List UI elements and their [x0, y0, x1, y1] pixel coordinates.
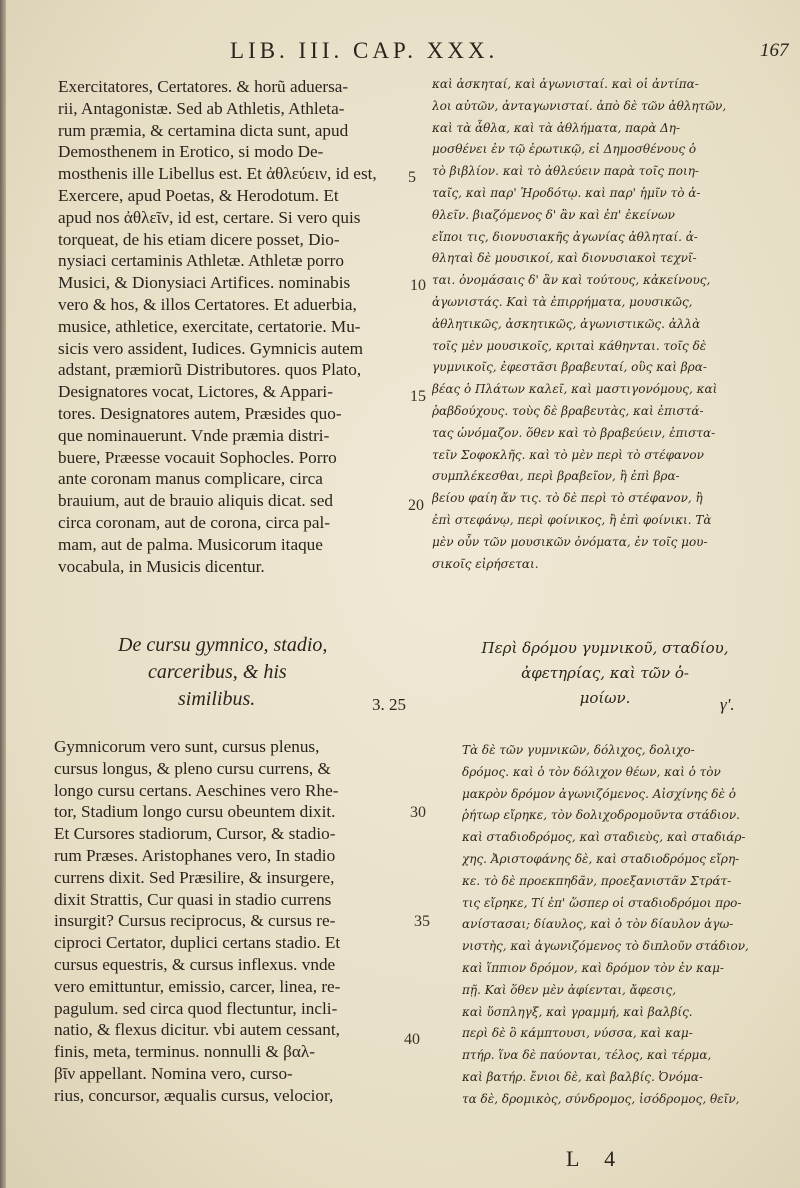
section-number-greek: γ'.: [720, 695, 735, 714]
line-number-15: 15: [410, 388, 426, 405]
latin-text-line: mosthenis ille Libellus est. Et ἀθλεύειν, id est,: [58, 164, 377, 184]
section-heading-latin: [118, 632, 408, 713]
line-number-20: 20: [408, 497, 424, 514]
latin-text-line: vero & hos, & illos Certatores. Et aduerbia,: [58, 294, 357, 314]
heading-greek-line-3: μοίων.: [579, 689, 631, 707]
greek-text-line: μακρὸν δρόμον ἀγωνιζόμενος. Αἰσχίνης δὲ ὁ: [462, 786, 736, 801]
greek-text-line: κε. τὸ δὲ προεκπηδᾶν, προεξανιστᾶν Στράτ-: [462, 873, 732, 888]
latin-text-line: cursus equestris, & cursus inflexus. vnde: [54, 954, 336, 974]
latin-text-line: ciproci Certator, duplici certans stadio. Et: [54, 933, 341, 953]
heading-greek-line-2: ἀφετηρίας, καὶ τῶν ὁ-: [521, 664, 689, 682]
latin-column-bottom: [54, 736, 406, 1107]
latin-text-line: natio, & flexus dicitur. vbi autem cessant,: [54, 1020, 340, 1040]
latin-text-line: vocabula, in Musicis dicentur.: [58, 556, 265, 576]
latin-text-line: Demosthenem in Erotico, si modo De-: [58, 142, 324, 162]
latin-text-line: mam, aut de palma. Musicorum itaque: [58, 534, 323, 554]
latin-text-line: rii, Antagonistæ. Sed ab Athletis, Athleta-: [58, 98, 345, 118]
latin-text-line: vero emittuntur, emissio, carcer, linea, re-: [54, 976, 341, 996]
greek-text-line: μοσθένει ἐν τῷ ἐρωτικῷ, εἰ Δημοσθένους ὁ: [432, 142, 697, 157]
greek-text-line: ταῖς, καὶ παρ' Ἡροδότῳ. καὶ παρ' ἡμῖν τὸ ἀ-: [432, 185, 701, 200]
page-number: 167: [760, 40, 789, 61]
latin-text-line: nysiaci certaminis Athletæ. Athletæ porro: [58, 251, 344, 271]
latin-text-line: rum præmia, & certamina dicta sunt, apud: [58, 120, 349, 140]
heading-greek-line-1: Περὶ δρόμου γυμνικοῦ, σταδίου,: [481, 639, 729, 657]
greek-text-line: Τὰ δὲ τῶν γυμνικῶν, δόλιχος, δολιχο-: [462, 743, 695, 757]
latin-text-line: rius, concursor, æqualis cursus, velocior,: [54, 1085, 334, 1105]
greek-text-line: θλεῖν. βιαζόμενος δ' ἂν καὶ ἐπ' ἐκείνων: [432, 207, 675, 222]
latin-text-line: Designatores vocat, Lictores, & Appari-: [58, 382, 333, 402]
greek-text-line: περὶ δὲ ὃ κάμπτουσι, νύσσα, καὶ καμ-: [462, 1026, 693, 1041]
latin-column-top: [58, 76, 410, 577]
latin-text-line: cursus longus, & pleno cursu currens, &: [54, 758, 331, 778]
latin-text-line: tor, Stadium longo cursu obeuntem dixit.: [54, 802, 336, 822]
latin-text-line: finis, meta, terminus. nonnulli & βαλ-: [54, 1042, 315, 1062]
latin-text-line: ante coronam manus complicare, circa: [58, 469, 323, 489]
line-number-5: 5: [408, 169, 416, 186]
greek-text-line: συμπλέκεσθαι, περὶ βραβεῖον, ἢ ἐπὶ βρα-: [432, 469, 680, 484]
latin-text-line: insurgit? Cursus reciprocus, & cursus re-: [54, 911, 336, 931]
running-head: LIB. III. CAP. XXX.: [230, 38, 499, 63]
greek-text-line: τὸ βιβλίον. καὶ τὸ ἀθλεύειν παρὰ τοῖς ποιη-: [432, 164, 699, 179]
latin-text-line: Musici, & Dionysiaci Artifices. nominabis: [58, 273, 351, 293]
latin-text-line: buere, Præesse vocauit Sophocles. Porro: [58, 447, 337, 467]
latin-text-line: Et Cursores stadiorum, Cursor, & stadio-: [54, 824, 336, 844]
latin-text-line: Exercere, apud Poetas, & Herodotum. Et: [58, 185, 339, 205]
greek-text-line: ἀγωνιστάς. Καὶ τὰ ἐπιρρήματα, μουσικῶς,: [432, 294, 693, 309]
greek-text-line: τας ὠνόμαζον. ὅθεν καὶ τὸ βραβεύειν, ἐπιστα-: [432, 425, 716, 440]
latin-text-line: circa coronam, aut de corona, circa pal-: [58, 512, 330, 532]
greek-text-line: δρόμος. καὶ ὁ τὸν δόλιχον θέων, καὶ ὁ τὸν: [462, 764, 721, 779]
greek-text-line: ανίστασαι; δίαυλος, καὶ ὁ τὸν δίαυλον ἀγω-: [462, 917, 734, 932]
greek-text-line: λοι αὐτῶν, ἀνταγωνισταί. ἀπὸ δὲ τῶν ἀθλητῶν,: [432, 98, 727, 113]
latin-text-line: longo cursu certans. Aeschines vero Rhe-: [54, 780, 339, 800]
line-number-30: 30: [410, 804, 426, 821]
latin-text-line: tores. Designatores autem, Præsides quo-: [58, 403, 342, 423]
latin-text-line: βῖν appellant. Nomina vero, curso-: [54, 1063, 293, 1083]
greek-text-line: γυμνικοῖς, ἐφεστᾶσι βραβευταί, οὓς καὶ βρα-: [432, 360, 707, 375]
section-number-latin: 3. 25: [372, 695, 406, 714]
greek-text-line: βείου φαίη ἄν τις. τὸ δὲ περὶ τὸ στέφανον, ἢ: [432, 491, 703, 506]
latin-text-line: que nominauerunt. Vnde præmia distri-: [58, 425, 330, 445]
greek-column-bottom: [462, 740, 762, 1111]
greek-text-line: καὶ ὕσπληγξ, καὶ γραμμή, καὶ βαλβίς.: [462, 1004, 693, 1019]
line-number-10: 10: [410, 277, 426, 294]
latin-text-line: apud nos ἀθλεῖν, id est, certare. Si vero quis: [58, 207, 361, 227]
latin-text-line: brauium, aut de brauio aliquis dicat. sed: [58, 491, 333, 511]
greek-text-line: τα δὲ, δρομικὸς, σύνδρομος, ἰσόδρομος, θεῖν,: [462, 1091, 740, 1106]
greek-text-line: ῥήτωρ εἴρηκε, τὸν δολιχοδρομοῦντα στάδιον.: [462, 808, 740, 823]
greek-text-line: τοῖς μὲν μουσικοῖς, κριταὶ κάθηνται. τοῖς δὲ: [432, 338, 707, 353]
greek-text-line: σικοῖς εἰρήσεται.: [432, 556, 539, 571]
greek-text-line: πτήρ. ἵνα δὲ παύονται, τέλος, καὶ τέρμα,: [462, 1048, 712, 1063]
greek-text-line: τεῖν Σοφοκλῆς. καὶ τὸ μὲν περὶ τὸ στέφανον: [432, 447, 704, 462]
latin-text-line: torqueat, de his etiam dicere posset, Dio-: [58, 229, 340, 249]
latin-text-line: pagulum. sed circa quod flectuntur, incli-: [54, 998, 338, 1018]
latin-text-line: Gymnicorum vero sunt, cursus plenus,: [54, 737, 320, 756]
greek-text-line: νιστὴς, καὶ ἀγωνιζόμενος τὸ διπλοῦν στάδιον,: [462, 939, 749, 954]
greek-text-line: πῇ. Καὶ ὅθεν μὲν ἀφίενται, ἄφεσις,: [462, 982, 677, 997]
greek-text-line: μὲν οὖν τῶν μουσικῶν ὀνόματα, ἐν τοῖς μου-: [432, 534, 708, 549]
signature-mark: L 4: [566, 1146, 626, 1171]
latin-text-line: sicis vero assident, Iudices. Gymnicis autem: [58, 338, 364, 358]
greek-text-line: βέας ὁ Πλάτων καλεῖ, καὶ μαστιγονόμους, καὶ: [432, 382, 718, 397]
greek-text-line: ῥαβδούχους. τοὺς δὲ βραβευτὰς, καὶ ἐπιστά-: [432, 403, 704, 418]
greek-text-line: καὶ ἵππιον δρόμον, καὶ δρόμον τὸν ἐν καμ-: [462, 960, 724, 975]
greek-text-line: θληταὶ δὲ μουσικοί, καὶ διονυσιακοὶ τεχνῖ-: [432, 251, 697, 266]
line-number-35: 35: [414, 913, 430, 930]
heading-latin-line-2: carceribus, & his: [148, 661, 287, 683]
greek-text-line: καὶ τὰ ἆθλα, καὶ τὰ ἀθλήματα, παρὰ Δη-: [432, 120, 681, 135]
latin-text-line: rum Præses. Aristophanes vero, In stadio: [54, 845, 336, 865]
latin-text-line: currens dixit. Sed Præsilire, & insurgere,: [54, 867, 335, 887]
greek-text-line: καὶ βατήρ. ἔνιοι δὲ, καὶ βαλβίς. Ὀνόμα-: [462, 1069, 703, 1084]
greek-column-top: [432, 74, 762, 575]
heading-latin-line-1: De cursu gymnico, stadio,: [118, 634, 328, 656]
section-heading-greek: [455, 636, 755, 711]
greek-text-line: ἀθλητικῶς, ἀσκητικῶς, ἀγωνιστικῶς. ἀλλὰ: [432, 316, 701, 331]
greek-text-line: ἐπὶ στεφάνῳ, περὶ φοίνικος, ἢ ἐπὶ φοίνικι. Τὰ: [432, 512, 712, 527]
binding-gutter: [0, 0, 6, 1188]
heading-latin-line-3: similibus.: [178, 688, 256, 710]
greek-text-line: χης. Ἀριστοφάνης δὲ, καὶ σταδιοδρόμος εἴρη-: [462, 851, 740, 866]
latin-text-line: adstant, præmiorũ Distributores. quos Plato,: [58, 360, 362, 380]
latin-text-line: musice, athletice, exercitate, certatorie. Mu-: [58, 316, 361, 336]
greek-text-line: καὶ σταδιοδρόμος, καὶ σταδιεὺς, καὶ σταδιάρ-: [462, 830, 746, 845]
line-number-40: 40: [404, 1031, 420, 1048]
greek-text-line: τις εἴρηκε, Τί ἐπ' ὥσπερ οἱ σταδιοδρόμοι προ-: [462, 895, 742, 910]
greek-text-line: καὶ ἀσκηταί, καὶ ἀγωνισταί. καὶ οἱ ἀντίπα-: [432, 77, 699, 91]
latin-text-line: dixit Strattis, Cur quasi in stadio currens: [54, 889, 332, 909]
latin-text-line: Exercitatores, Certatores. & horũ aduersa-: [58, 77, 349, 96]
greek-text-line: εἴποι τις, διονυσιακῆς ἀγωνίας ἀθληταί. ἀ-: [432, 229, 698, 244]
greek-text-line: ται. ὀνομάσαις δ' ἂν καὶ τούτους, κἀκείνους,: [432, 273, 711, 288]
